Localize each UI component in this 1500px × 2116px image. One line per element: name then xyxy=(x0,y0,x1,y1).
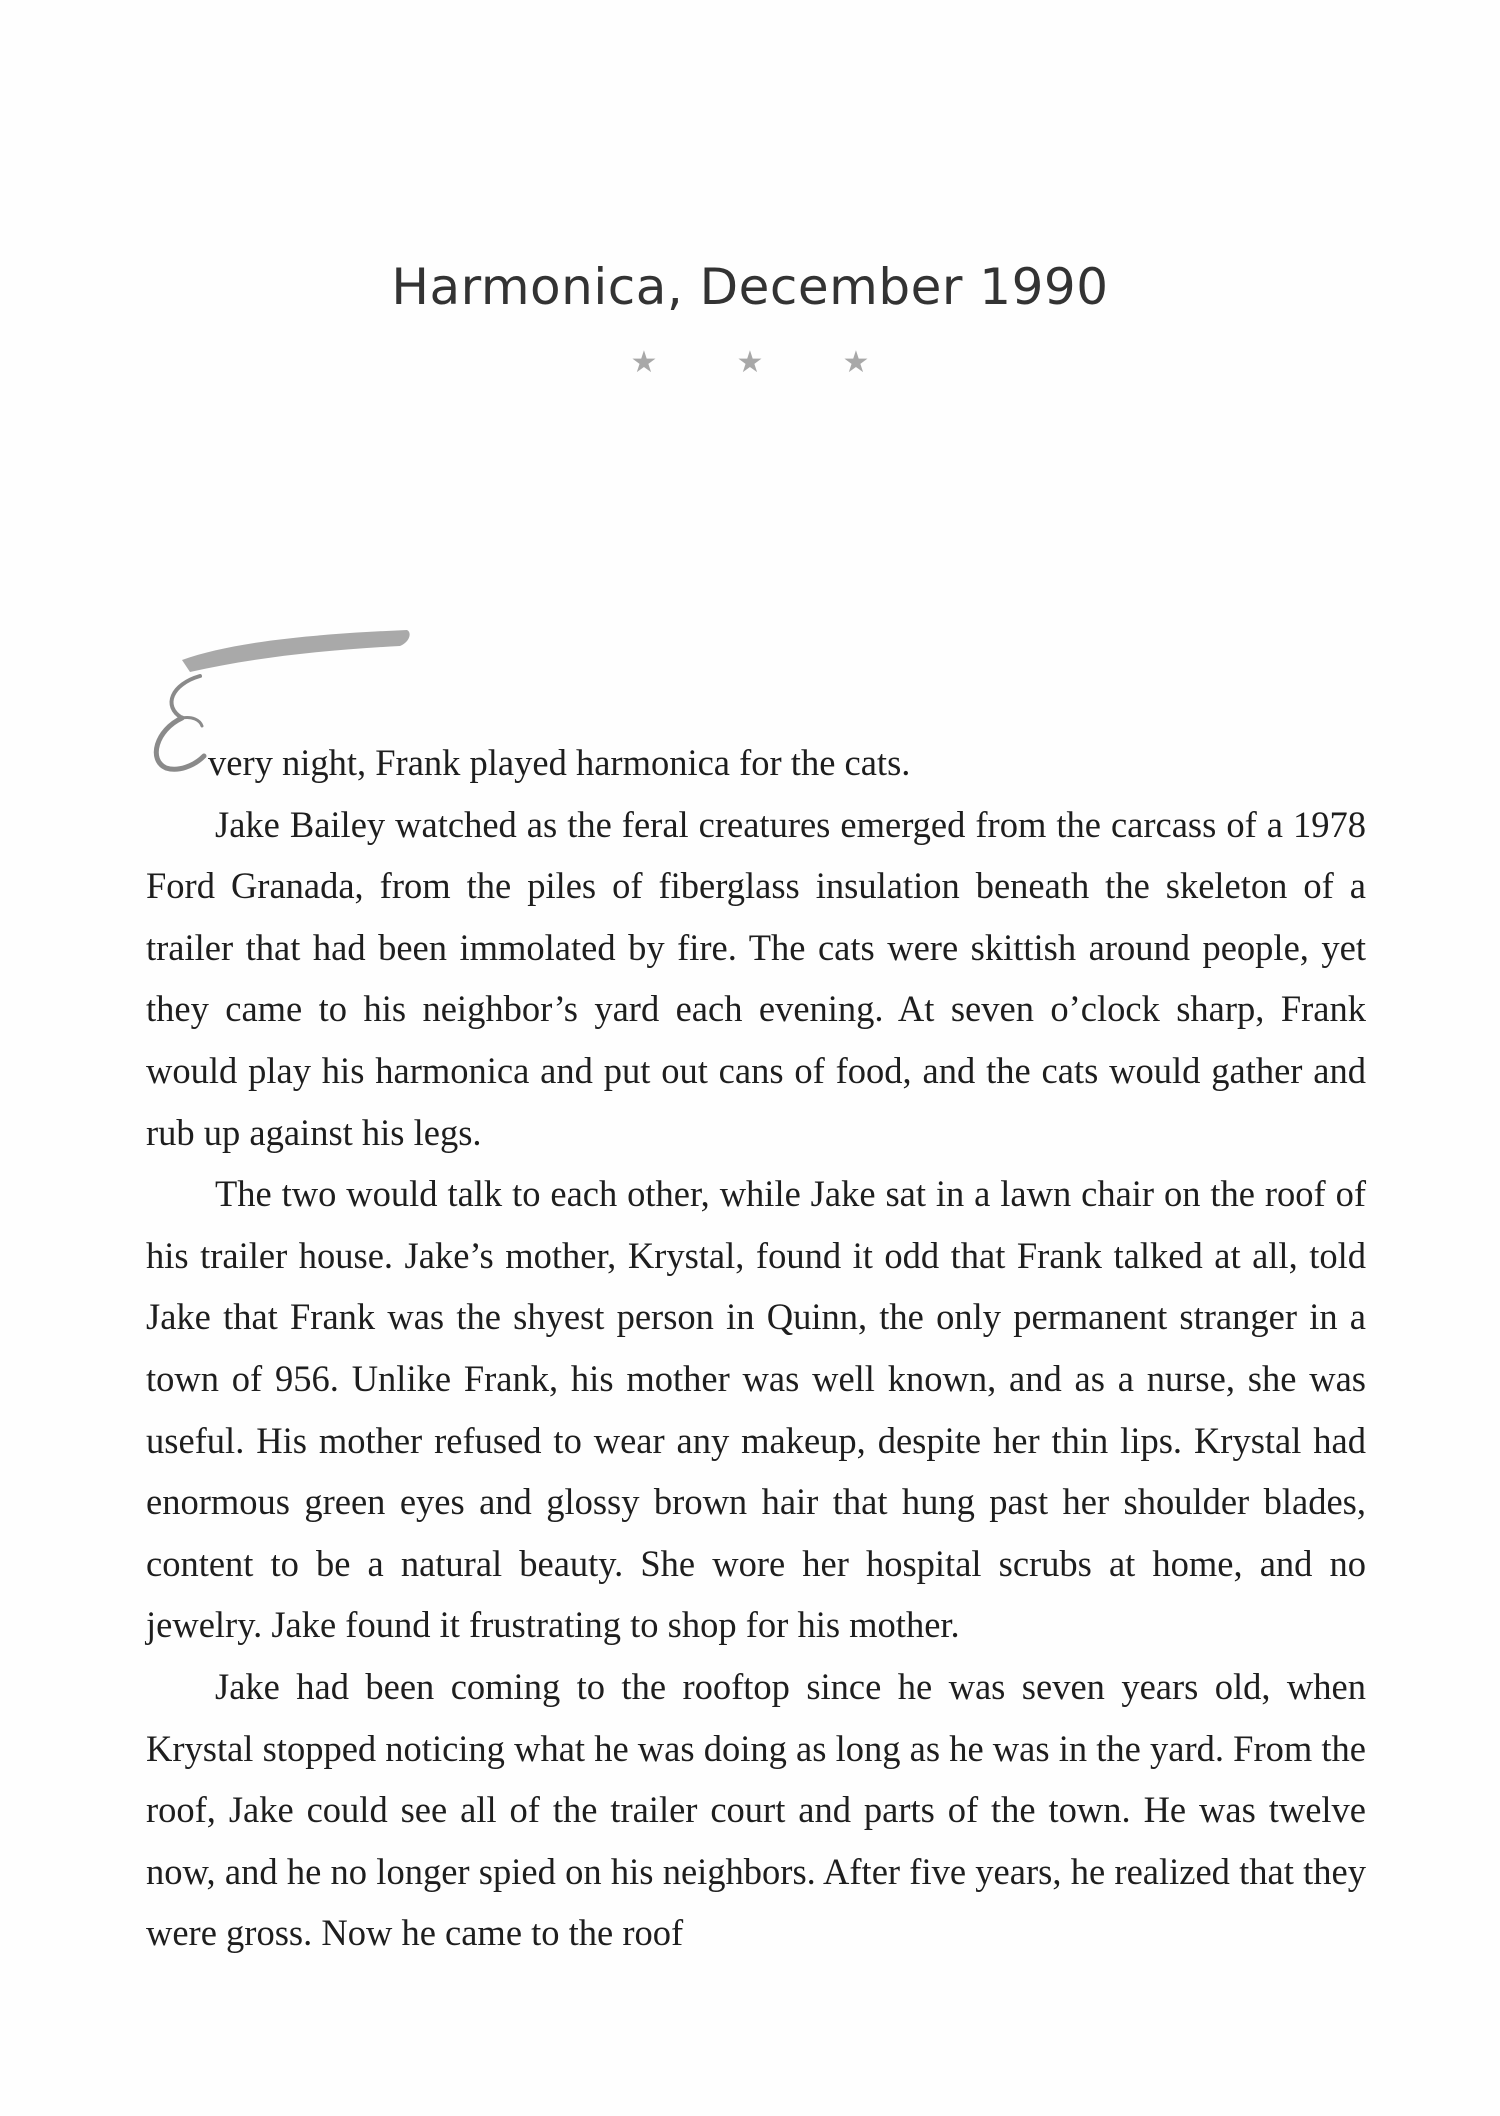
chapter-ornament xyxy=(0,345,1500,380)
star-icon: ★ xyxy=(842,345,870,380)
star-icon: ★ xyxy=(630,345,658,380)
paragraph-2: Jake Bailey watched as the feral creatures emerged from the carcass of a 1978 Ford Granada, from the piles of fiberglass insulation beneath the skeleton of a trailer that had been immolated by fire. The cats were skittish around people, yet they came to his neighbor’s yard each evening. At seven o’clock sharp, Frank would play his harmonica and put out cans of food, and the cats would gather and rub up against his legs. xyxy=(146,803,1366,1153)
chapter-body xyxy=(146,732,1366,1964)
chapter-title: Harmonica, December 1990 xyxy=(391,258,1109,316)
paragraph-4: Jake had been coming to the rooftop since he was seven years old, when Krystal stopped noticing what he was doing as long as he was in the yard. From the roof, Jake could see all of the trailer court and parts of the town. He was twelve now, and he no longer spied on his neighbors. After five years, he realized that they were gross. Now he came to the roof xyxy=(146,1665,1366,1954)
paragraph-1: very night, Frank played harmonica for the cats. xyxy=(208,742,911,783)
paragraph-3: The two would talk to each other, while Jake sat in a lawn chair on the roof of his trailer house. Jake’s mother, Krystal, found it odd that Frank talked at all, told Jake that Frank was the shyest person in Quinn, the only permanent stranger in a town of 956. Unlike Frank, his mother was well known, and as a nurse, she was useful. His mother refused to wear any makeup, despite her thin lips. Krystal had enormous green eyes and glossy brown hair that hung past her shoulder blades, content to be a natural beauty. She wore her hospital scrubs at home, and no jewelry. Jake found it frustrating to shop for his mother. xyxy=(146,1173,1366,1646)
star-icon: ★ xyxy=(736,345,764,380)
